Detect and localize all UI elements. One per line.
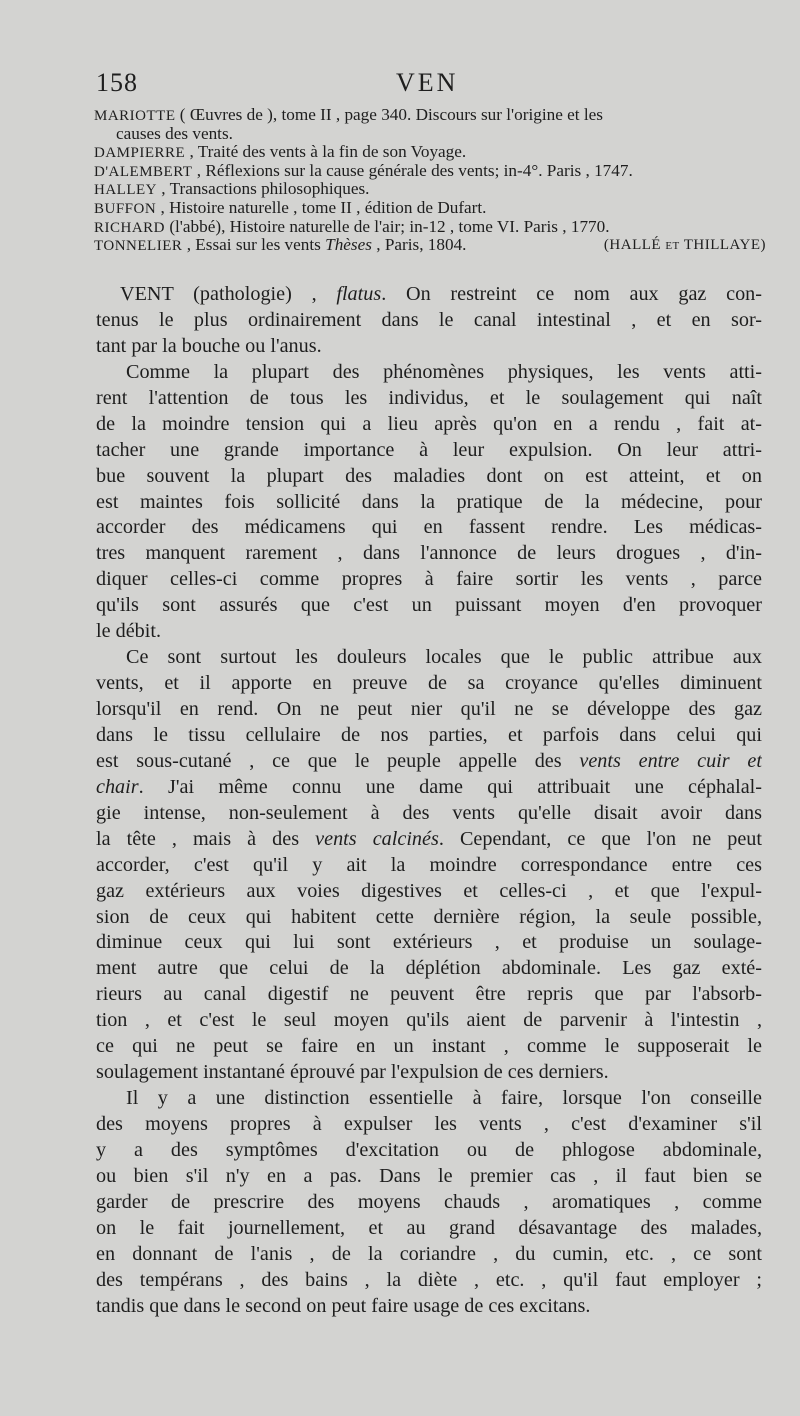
- text-line: tant par la bouche ou l'anus.: [96, 334, 322, 357]
- bibliography-entry: [94, 125, 766, 144]
- text-line: tacher une grande importance à leur expulsion. On leur attri-: [96, 438, 762, 461]
- text-line: garder de prescrire des moyens chauds , aromatiques , comme: [96, 1190, 762, 1213]
- bib-text: , Transactions philosophiques.: [157, 180, 370, 199]
- bibliography-entry: [94, 180, 766, 199]
- text-line: diquer celles-ci comme propres à faire sortir les vents , parce: [96, 568, 762, 591]
- text-line: tres manquent rarement , dans l'annonce de leurs drogues , d'in-: [96, 542, 762, 565]
- paragraph: [96, 360, 762, 645]
- bib-text: , Histoire naturelle , tome II , édition de Dufart.: [156, 198, 487, 217]
- paragraph: [96, 1086, 762, 1319]
- text-line: sion de ceux qui habitent cette dernière région, la seule possible,: [96, 905, 762, 928]
- text-line: gie intense, non-seulement à des vents qu'elle disait avoir dans: [96, 801, 762, 824]
- text-line: soulagement instantané éprouvé par l'expulsion de ces derniers.: [96, 1061, 609, 1084]
- bib-author: MARIOTTE: [94, 108, 176, 124]
- paragraph: [96, 645, 762, 1086]
- article-authors-tag: (HALLÉ et THILLAYE): [603, 237, 766, 254]
- text-line: gaz extérieurs aux voies digestives et celles-ci , et que l'expul-: [96, 879, 762, 902]
- bib-text-after: , Paris, 1804.: [371, 236, 467, 255]
- bib-author: D'ALEMBERT: [94, 163, 193, 180]
- text-line: est sous-cutané , ce que le peuple appelle des vents entre cuir et: [96, 749, 762, 772]
- bib-italic-title: Thèses: [325, 236, 372, 255]
- bib-text: , Essai sur les vents: [182, 236, 326, 255]
- bib-author: DAMPIERRE: [94, 145, 186, 162]
- text-line: accorder, c'est qu'il y ait la moindre correspondance entre ces: [96, 853, 762, 876]
- text-line: qu'ils sont assurés que c'est un puissant moyen d'en provoquer: [96, 594, 762, 617]
- text-line: ou bien s'il n'y en a pas. Dans le premier cas , il faut bien se: [96, 1164, 762, 1187]
- text-line: rent l'attention de tous les individus, et le soulagement qui naît: [96, 386, 762, 409]
- text-line: le débit.: [96, 620, 162, 643]
- text-line: la tête , mais à des vents calcinés. Cependant, ce que l'on ne peut: [96, 827, 762, 850]
- bibliography-entry: [94, 106, 766, 125]
- bib-author: RICHARD: [94, 219, 166, 236]
- text-line: de la moindre tension qui a lieu après qu'on en a rendu , fait at-: [96, 412, 762, 435]
- bibliography-entry: [94, 218, 766, 237]
- page-number: 158: [96, 68, 138, 97]
- bib-author: BUFFON: [94, 200, 157, 217]
- text-line: en donnant de l'anis , de la coriandre , du cumin, etc. , ce sont: [96, 1242, 762, 1265]
- text-line: VENT (pathologie) , flatus. On restreint ce nom aux gaz con-: [120, 283, 762, 305]
- text-line: y a des symptômes d'excitation ou de phlogose abdominale,: [96, 1138, 762, 1161]
- text-line: bue souvent la plupart des maladies dont on est atteint, et on: [96, 464, 762, 487]
- text-line: Il y a une distinction essentielle à faire, lorsque l'on conseille: [126, 1087, 762, 1110]
- bib-text: (l'abbé), Histoire naturelle de l'air; in-12 , tome VI. Paris , 1770.: [165, 217, 610, 236]
- bibliography-list: [94, 106, 766, 255]
- text-line: lorsqu'il en rend. On ne peut nier qu'il ne se développe des gaz: [96, 698, 762, 720]
- text-line: chair. J'ai même connu une dame qui attribuait une céphalal-: [96, 775, 762, 798]
- text-line: rieurs au canal digestif ne peuvent être repris que par l'absorb-: [96, 983, 762, 1006]
- page-header: [96, 68, 760, 102]
- text-line: des moyens propres à expulser les vents , c'est d'examiner s'il: [96, 1113, 762, 1135]
- bib-text: , Traité des vents à la fin de son Voyage.: [185, 143, 467, 162]
- bib-author: HALLEY: [94, 182, 157, 199]
- running-head: VEN: [396, 68, 459, 97]
- text-line: accorder des médicamens qui en fassent rendre. Les médicas-: [96, 516, 762, 539]
- bib-text: ( Œuvres de ), tome II , page 340. Discours sur l'origine et les: [175, 106, 603, 124]
- text-line: tion , et c'est le seul moyen qu'ils aient de parvenir à l'intestin ,: [96, 1009, 762, 1032]
- text-line: vents, et il apporte en preuve de sa croyance qu'elles diminuent: [96, 672, 762, 695]
- text-line: Comme la plupart des phénomènes physiques, les vents atti-: [126, 360, 762, 383]
- text-line: tandis que dans le second on peut faire usage de ces excitans.: [96, 1294, 591, 1317]
- text-line: est maintes fois sollicité dans la pratique de la médecine, pour: [96, 490, 762, 513]
- bibliography-entry: [94, 236, 766, 255]
- bibliography-entry: [94, 143, 766, 162]
- text-line: diminue ceux qui lui sont extérieurs , et produise un soulage-: [96, 931, 762, 954]
- paragraph: [96, 282, 762, 360]
- bibliography-entry: [94, 162, 766, 181]
- article-body: [96, 282, 762, 1320]
- text-line: Ce sont surtout les douleurs locales que le public attribue aux: [126, 646, 762, 669]
- text-line: dans le tissu cellulaire de nos parties, et parfois dans celui qui: [96, 723, 762, 746]
- text-line: ce qui ne peut se faire en un instant , comme le supposerait le: [96, 1035, 762, 1058]
- text-line: des tempérans , des bains , la diète , etc. , qu'il faut employer ;: [96, 1268, 762, 1291]
- text-line: on le fait journellement, et au grand désavantage des malades,: [96, 1216, 762, 1239]
- bib-text: causes des vents.: [116, 124, 233, 143]
- bibliography-entry: [94, 199, 766, 218]
- bib-text: , Réflexions sur la cause générale des vents; in-4°. Paris , 1747.: [192, 161, 633, 180]
- bib-author: TONNELIER: [94, 238, 183, 255]
- text-line: ment autre que celui de la déplétion abdominale. Les gaz exté-: [96, 957, 762, 980]
- text-line: tenus le plus ordinairement dans le canal intestinal , et en sor-: [96, 308, 762, 331]
